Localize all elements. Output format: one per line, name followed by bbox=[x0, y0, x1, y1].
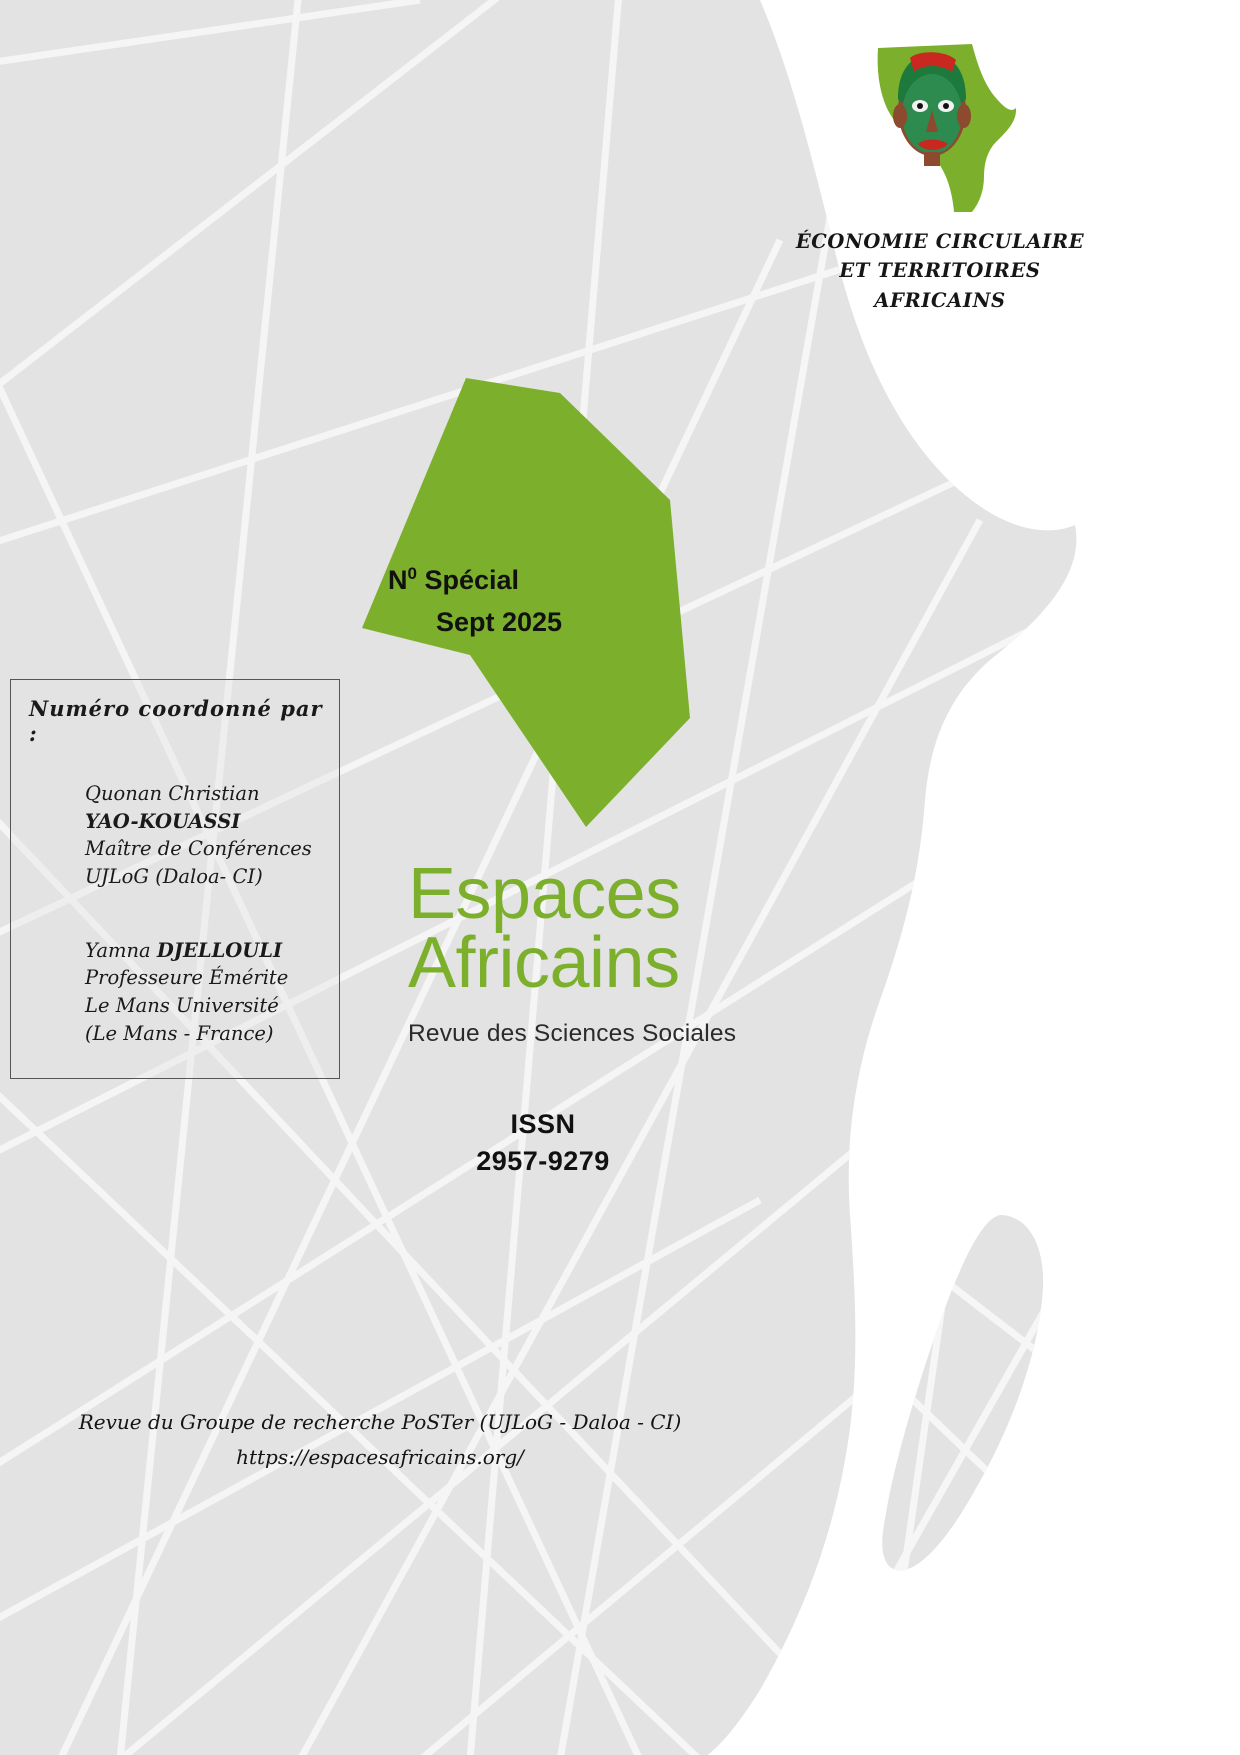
logo-caption-line-2: ET TERRITOIRES bbox=[839, 259, 1041, 283]
coordinator-1-affiliation: UJLoG (Daloa- CI) bbox=[85, 865, 263, 889]
coordinator-1-role: Maître de Conférences bbox=[85, 837, 312, 861]
coordinator-1-last-name: YAO-KOUASSI bbox=[85, 809, 241, 833]
footer-website[interactable]: https://espacesafricains.org/ bbox=[236, 1445, 524, 1469]
issue-number-label: $N^0$ Spécial bbox=[388, 564, 520, 595]
issn-value: 2957-9279 bbox=[476, 1145, 610, 1176]
journal-title bbox=[408, 854, 928, 1004]
coordinator-2-affiliation: Le Mans Université bbox=[85, 994, 279, 1018]
coordinators-box bbox=[10, 679, 340, 1079]
journal-title-line-2: Africains bbox=[408, 923, 680, 1004]
coordinator-2-name: Yamna DJELLOULI bbox=[85, 938, 283, 962]
footer-publisher: Revue du Groupe de recherche PoSTer (UJLoG - Daloa - CI) bbox=[78, 1410, 682, 1434]
african-mask-logo-icon bbox=[860, 40, 1020, 215]
journal-title-line-1: Espaces bbox=[408, 854, 681, 934]
coordinators-title: Numéro coordonné par : bbox=[29, 696, 323, 746]
coordinator-2 bbox=[29, 937, 325, 1048]
issue-number-superscript: 0 bbox=[407, 564, 417, 583]
logo-caption-line-3: AFRICAINS bbox=[874, 288, 1006, 312]
issue-date: Sept 2025 bbox=[436, 606, 563, 637]
journal-title-block bbox=[408, 854, 928, 1179]
logo-block bbox=[790, 40, 1090, 315]
footer bbox=[0, 1405, 760, 1475]
coordinator-1-first-name: Quonan Christian bbox=[85, 782, 260, 805]
coordinator-1 bbox=[29, 780, 325, 891]
coordinator-2-affiliation-2: (Le Mans - France) bbox=[85, 1021, 274, 1045]
logo-caption-line-1: ÉCONOMIE CIRCULAIRE bbox=[795, 230, 1085, 253]
issn-label: ISSN bbox=[510, 1109, 576, 1140]
journal-subtitle: Revue des Sciences Sociales bbox=[408, 1020, 737, 1048]
logo-caption bbox=[790, 227, 1090, 315]
issn-block bbox=[408, 1106, 678, 1179]
issue-badge bbox=[380, 560, 680, 644]
coordinator-2-role: Professeure Émérite bbox=[85, 966, 289, 990]
